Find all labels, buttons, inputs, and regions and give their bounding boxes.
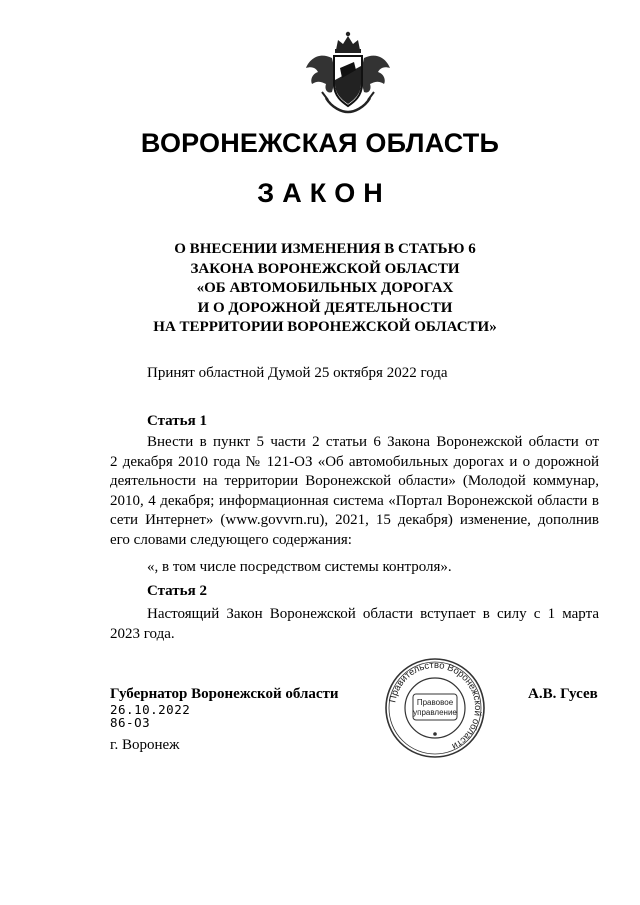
article-2-title: Статья 2 bbox=[147, 583, 207, 599]
law-title-line: «ОБ АВТОМОБИЛЬНЫХ ДОРОГАХ bbox=[196, 280, 454, 296]
law-title-line: ЗАКОНА ВОРОНЕЖСКОЙ ОБЛАСТИ bbox=[190, 260, 460, 277]
article-2-line: 2023 года. bbox=[110, 625, 175, 642]
stamp-ring-text: Правительство Воронежской области bbox=[387, 659, 484, 752]
stamp-inner-line-1: Правовое bbox=[416, 698, 454, 707]
article-1-line: деятельности на территории Воронежской области» (Молодой коммунар, bbox=[110, 473, 599, 489]
stamp-inner-line-2: управление bbox=[413, 708, 457, 717]
signatory-position: Губернатор Воронежской области bbox=[110, 686, 339, 702]
article-1-body bbox=[110, 433, 599, 550]
law-title-line: И О ДОРОЖНОЙ ДЕЯТЕЛЬНОСТИ bbox=[197, 299, 453, 316]
coat-of-arms-icon bbox=[302, 28, 394, 116]
article-2-body bbox=[110, 605, 599, 644]
law-title bbox=[110, 240, 540, 338]
article-1-quote: «, в том числе посредством системы контроля». bbox=[147, 559, 452, 575]
city: г. Воронеж bbox=[110, 737, 180, 753]
adoption-note: Принят областной Думой 25 октября 2022 года bbox=[147, 365, 448, 381]
registration-number: 86-ОЗ bbox=[110, 715, 151, 730]
article-1-title: Статья 1 bbox=[147, 413, 207, 429]
article-2-line: Настоящий Закон Воронежской области вступает в силу с 1 марта bbox=[147, 606, 599, 622]
article-1-line: 2 декабря 2010 года № 121-ОЗ «Об автомобильных дорогах и о дорожной bbox=[110, 453, 599, 470]
article-1-line: 2010, 4 декабря; информационная система «Портал Воронежской области в bbox=[110, 492, 599, 509]
article-1-line: сети Интернет» (www.govvrn.ru), 2021, 15 декабря) изменение, дополнив bbox=[110, 512, 599, 528]
region-title: ВОРОНЕЖСКАЯ ОБЛАСТЬ bbox=[140, 128, 500, 158]
article-1-line: его словами следующего содержания: bbox=[110, 531, 352, 548]
article-1-line: Внести в пункт 5 части 2 статьи 6 Закона Воронежской области от bbox=[147, 434, 599, 450]
signatory-name: А.В. Гусев bbox=[528, 686, 598, 702]
law-title-line: НА ТЕРРИТОРИИ ВОРОНЕЖСКОЙ ОБЛАСТИ» bbox=[153, 319, 497, 335]
registration-date: 26.10.2022 bbox=[110, 702, 191, 717]
law-title-line: О ВНЕСЕНИИ ИЗМЕНЕНИЯ В СТАТЬЮ 6 bbox=[174, 241, 476, 257]
official-stamp-icon bbox=[383, 656, 487, 760]
document-type: ЗАКОН bbox=[257, 178, 391, 208]
